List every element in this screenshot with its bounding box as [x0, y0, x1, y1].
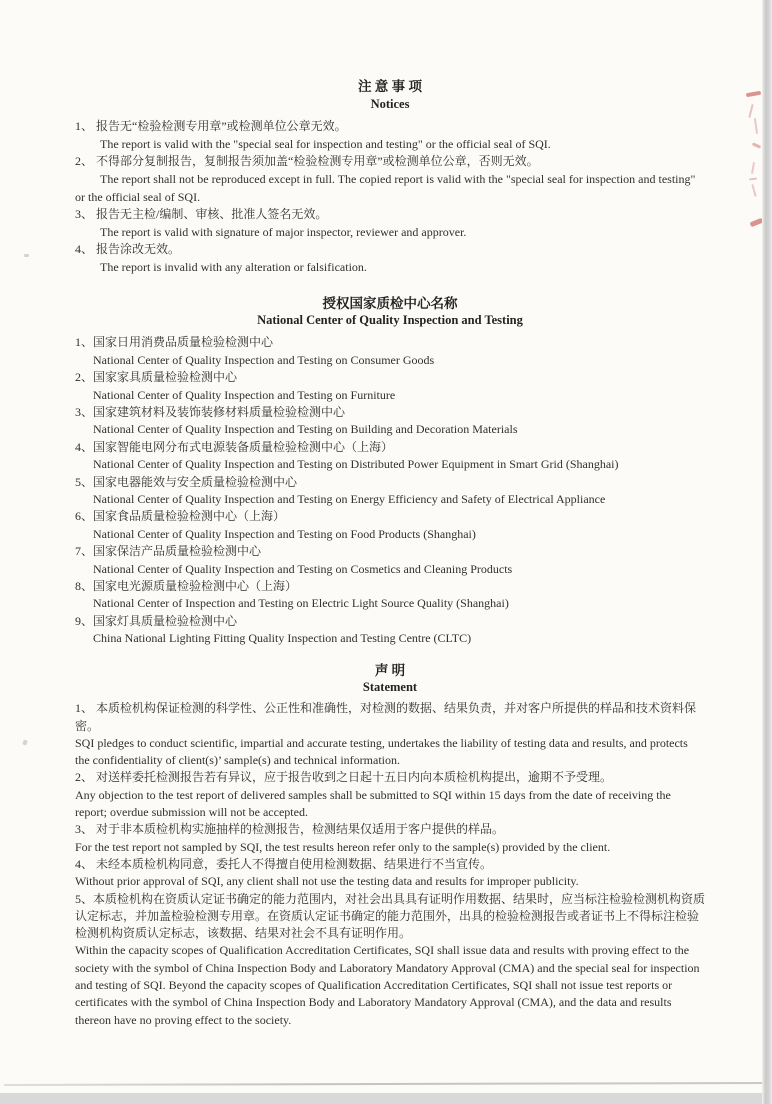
statement-item-zh: 2、 对送样委托检测报告若有异议，应于报告收到之日起十五日内向本质检机构提出，逾期不予受理。 [75, 770, 613, 785]
red-ink-stroke [751, 162, 755, 174]
red-ink-stroke [749, 178, 757, 181]
notices-title-zh: 注 意 事 项 [357, 79, 423, 94]
center-item-zh: 9、国家灯具质量检验检测中心 [75, 613, 238, 628]
statement-item-en: Within the capacity scopes of Qualification Accreditation Certificates, SQI shall issue data and results with proving effect to the society with the symbol of China Inspection Body and Laboratory Mandatory Approval (CMA) and the special seal for inspection and testing of SQI. Beyond the capacity scopes of Qualification Accreditation Certificates, SQI shall not issue test reports or certificates with the symbol of China Inspection Body and Laboratory Mandatory Approval (CMA), and the data and results thereon have no proving effect to the society. [75, 943, 700, 1027]
statement-item-zh: 4、 未经本质检机构同意，委托人不得擅自使用检测数据、结果进行不当宣传。 [75, 856, 493, 871]
center-item [75, 613, 705, 648]
center-item-zh: 2、国家家具质量检验检测中心 [75, 370, 238, 385]
center-item-en: China National Lighting Fitting Quality Inspection and Testing Centre (CLTC) [93, 631, 472, 646]
center-item-zh: 1、国家日用消费品质量检验检测中心 [75, 335, 274, 350]
statement-item-en: Any objection to the test report of delivered samples shall be submitted to SQI within 15 days from the date of receiving the report; overdue submission will not be accepted. [75, 787, 671, 820]
notice-item-en: The report is invalid with any alteration or falsification. [100, 259, 367, 274]
center-item-en: National Center of Quality Inspection and Testing on Building and Decoration Materials [93, 422, 518, 437]
center-item-en: National Center of Quality Inspection and Testing on Furniture [93, 387, 396, 402]
red-ink-stroke [752, 142, 761, 148]
notice-item [75, 206, 705, 241]
statement-item [75, 891, 705, 1029]
center-item-en: National Center of Quality Inspection and Testing on Cosmetics and Cleaning Products [93, 561, 513, 576]
statement-item-zh: 1、 本质检机构保证检测的科学性、公正性和准确性，对检测的数据、结果负责，并对客户所提供的样品和技术资料保密。 [75, 701, 697, 733]
section-centers [75, 295, 705, 648]
center-item-en: National Center of Inspection and Testing on Electric Light Source Quality (Shanghai) [93, 596, 509, 611]
center-item [75, 578, 705, 613]
notice-item-zh: 4、 报告涂改无效。 [75, 242, 181, 257]
centers-title-en: National Center of Quality Inspection and Testing [257, 312, 523, 327]
statement-item-zh: 5、本质检机构在资质认定证书确定的能力范围内，对社会出具具有证明作用数据、结果时，应当标注检验检测机构资质认定标志，并加盖检验检测专用章。在资质认定证书确定的能力范围外，出具的检验检测报告或者证书上不得标注检验检测机构资质认定标志，该数据、结果对社会不具有证明作用。 [75, 891, 706, 941]
center-item-zh: 7、国家保洁产品质量检验检测中心 [75, 544, 262, 559]
center-item-en: National Center of Quality Inspection and Testing on Energy Efficiency and Safety of Electrical Appliance [93, 492, 606, 506]
section-notices [75, 78, 705, 277]
statement-item [75, 856, 705, 891]
notices-heading [75, 78, 705, 113]
notice-item-zh: 1、 报告无“检验检测专用章”或检测单位公章无效。 [75, 119, 347, 134]
notice-item-en: The report shall not be reproduced except in full. The copied report is valid with the "special seal for inspection and testing" or the official seal of SQI. [75, 171, 696, 204]
notice-item [75, 241, 705, 276]
center-item [75, 474, 705, 509]
notice-item [75, 153, 705, 206]
center-item [75, 404, 705, 439]
notice-item-zh: 3、 报告无主检/编制、审核、批准人签名无效。 [75, 207, 328, 222]
statement-item [75, 700, 705, 769]
red-ink-stroke [751, 184, 757, 197]
red-ink-stroke [748, 104, 753, 118]
centers-heading [75, 295, 705, 330]
statement-item-zh: 3、 对于非本质检机构实施抽样的检测报告，检测结果仅适用于客户提供的样品。 [75, 822, 505, 837]
notice-item-en: The report is valid with signature of major inspector, reviewer and approver. [100, 224, 467, 239]
statement-item [75, 821, 705, 856]
statement-heading [75, 662, 705, 697]
statement-item-en: For the test report not sampled by SQI, the test results hereon refer only to the sample(s) provided by the client. [75, 839, 611, 854]
center-item-zh: 6、国家食品质量检验检测中心（上海） [75, 509, 286, 524]
statement-item-en: SQI pledges to conduct scientific, impartial and accurate testing, undertakes the liability of testing data and results, and protects the confidentiality of client(s)’ sample(s) and technical information. [75, 735, 688, 768]
statement-item-en: Without prior approval of SQI, any client shall not use the testing data and results for improper publicity. [75, 874, 579, 889]
notice-item-zh: 2、 不得部分复制报告，复制报告须加盖“检验检测专用章”或检测单位公章，否则无效。 [75, 154, 539, 169]
red-ink-stroke [746, 91, 761, 98]
center-item [75, 543, 705, 578]
statement-item [75, 769, 705, 821]
center-item-en: National Center of Quality Inspection and Testing on Distributed Power Equipment in Smart Grid (Shanghai) [93, 457, 619, 472]
statement-title-zh: 声 明 [374, 662, 406, 678]
center-item-en: National Center of Quality Inspection and Testing on Consumer Goods [93, 352, 435, 367]
red-ink-stroke [754, 118, 758, 134]
center-item [75, 334, 705, 369]
center-item-zh: 5、国家电器能效与安全质量检验检测中心 [75, 474, 298, 489]
center-item-en: National Center of Quality Inspection and Testing on Food Products (Shanghai) [93, 526, 476, 541]
notice-item [75, 118, 705, 153]
center-item [75, 508, 705, 543]
notice-item-en: The report is valid with the "special seal for inspection and testing" or the official seal of SQI. [100, 136, 551, 151]
center-item-zh: 4、国家智能电网分布式电源装备质量检验检测中心（上海） [75, 439, 394, 454]
scanner-background-bottom [0, 1093, 772, 1104]
centers-title-zh: 授权国家质检中心名称 [322, 295, 458, 311]
center-item [75, 439, 705, 474]
center-item-zh: 8、国家电光源质量检验检测中心（上海） [75, 579, 298, 594]
page-edge-shadow [4, 1082, 764, 1085]
page-content [75, 78, 705, 1029]
center-item [75, 369, 705, 404]
scanner-background-right [762, 0, 772, 1104]
center-item-zh: 3、国家建筑材料及装饰装修材料质量检验检测中心 [75, 404, 346, 419]
statement-title-en: Statement [362, 679, 418, 694]
notices-title-en: Notices [370, 96, 410, 111]
scan-speck [22, 739, 27, 745]
section-statement [75, 662, 705, 1029]
scan-speck [24, 254, 29, 257]
